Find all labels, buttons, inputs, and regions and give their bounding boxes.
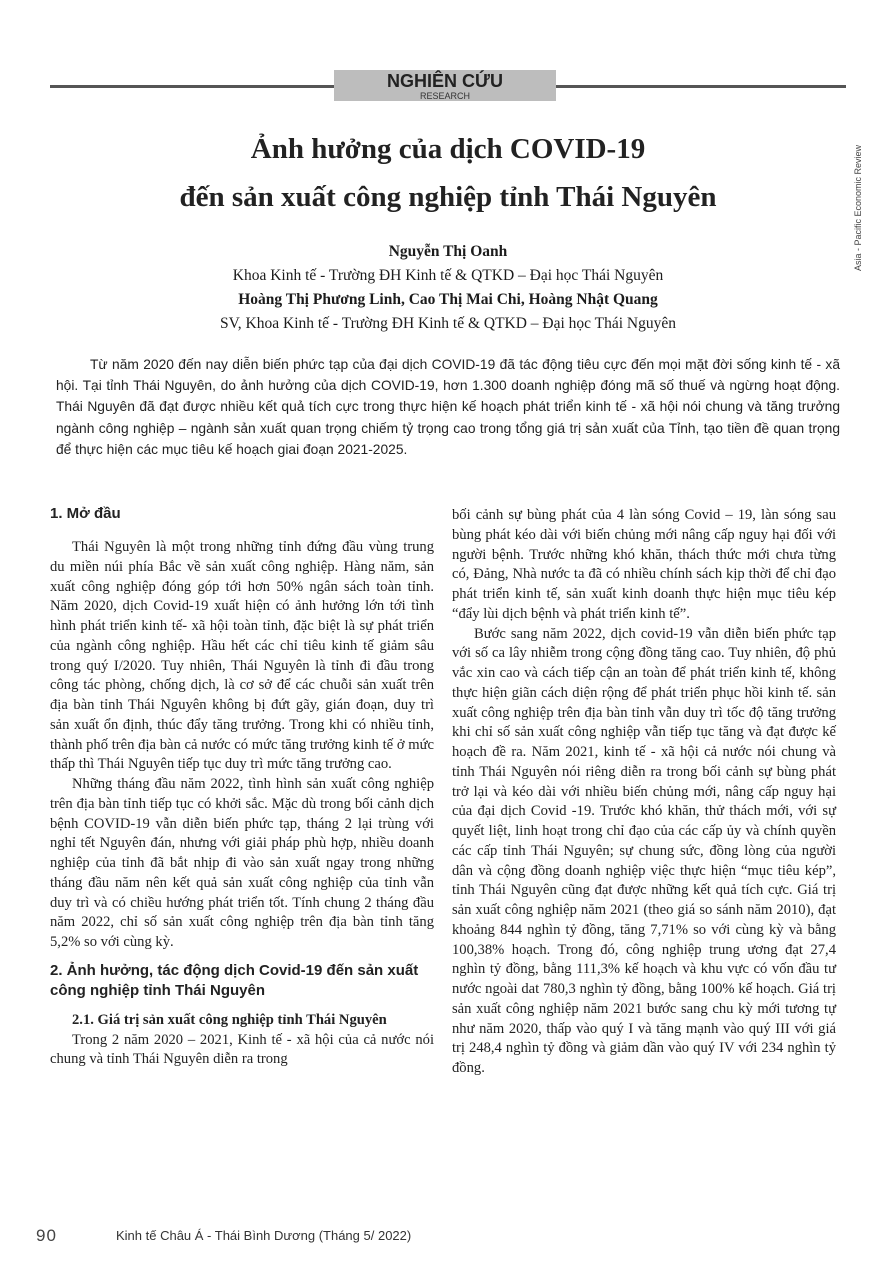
article-title-line2: đến sản xuất công nghiệp tỉnh Thái Nguyên	[179, 181, 717, 213]
side-journal-label	[847, 108, 869, 308]
affiliation-primary: Khoa Kinh tế - Trường ĐH Kinh tế & QTKD – Đại học Thái Nguyên	[232, 267, 664, 284]
journal-name: Kinh tế Châu Á - Thái Bình Dương (Tháng 5/ 2022)	[116, 1228, 412, 1243]
section-subtitle: RESEARCH	[419, 91, 470, 101]
abstract: Từ năm 2020 đến nay diễn biến phức tạp của đại dịch COVID-19 đã tác động tiêu cực đến mọi mặt đời sống kinh tế - xã hội. Tại tỉnh Thái Nguyên, do ảnh hưởng của dịch COVID-19, hơn 1.300 doanh nghiệp đóng mã số thuế và ngừng hoạt động. Thái Nguyên đã đạt được nhiều kết quả tích cực trong thực hiện kế hoạch phát triển kinh tế - xã hội nói chung và tăng trưởng ngành công nghiệp – ngành sản xuất quan trọng chiếm tỷ trọng cao trong tổng giá trị sản xuất của Tỉnh, tạo tiền đề quan trọng để thực hiện các mục tiêu kế hoạch giai đoạn 2021-2025.	[56, 357, 840, 457]
paragraph: Bước sang năm 2022, dịch covid-19 vẫn diễn biến phức tạp với số ca lây nhiễm trong cộng đồng tăng cao. Tuy nhiên, độ phủ vắc xin cao và cách tiếp cận an toàn để phát triển kinh tế, không thực hiện giãn cách diện rộng để phát triển phục hồi kinh tế. sản xuất công nghiệp trên địa bàn tỉnh vẫn duy trì tốc độ tăng trưởng khi chỉ số sản xuất công nghiệp vẫn tiếp tục tăng và đạt được kế hoạch đề ra. Năm 2021, kinh tế - xã hội cả nước nói chung và tỉnh Thái Nguyên nói riêng diễn ra trong bối cảnh sự bùng phát trở lại và kéo dài với nhiều biến chủng mới, nâng cấp nguy hại của đại dịch Covid -19. Trước khó khăn, thử thách mới, với sự quyết liệt, linh hoạt trong chỉ đạo của các cấp ủy và chính quyền các cấp tỉnh Thái Nguyên; sự chung sức, đồng lòng của người dân và cộng đồng doanh nghiệp việc thực hiện “mục tiêu kép”, tỉnh Thái Nguyên cũng đạt được những kết quả tích cực. Giá trị sản xuất công nghiệp năm 2021 (theo giá so sánh năm 2010), đạt khoảng 844 nghìn tỷ đồng, tăng 7,71% so với cùng kỳ và bằng 100,38% hoạch. Trong đó, công nghiệp trung ương đạt 27,4 nghìn tỷ đồng, bằng 111,3% kế hoạch và khu vực có vốn đầu tư nước ngoài dat 780,3 nghìn tỷ đồng, bằng 100% kế hoạch. Giá trị sản xuất công nghiệp năm 2021 bước sang chu kỳ mới tương tự như năm 2020, thấp vào quý I và tăng mạnh vào quý III với giá trị 248,4 nghìn tỷ đồng và giảm dần vào quý IV với 234 nghìn tỷ đồng.	[452, 625, 836, 1076]
heading-section-2-1: 2.1. Giá trị sản xuất công nghiệp tỉnh Thái Nguyên	[72, 1011, 387, 1028]
heading-section-2: 2. Ảnh hưởng, tác động dịch Covid-19 đến sản xuất công nghiệp tỉnh Thái Nguyên	[50, 961, 419, 999]
article-title-line1: Ảnh hưởng của dịch COVID-19	[250, 133, 646, 165]
page-number: 90	[36, 1226, 57, 1245]
paragraph: Những tháng đầu năm 2022, tình hình sản xuất công nghiệp trên địa bàn tỉnh tiếp tục có khởi sắc. Mặc dù trong bối cảnh dịch bệnh COVID-19 vẫn diễn biến phức tạp, tháng 2 lại trùng với nghỉ tết Nguyên đán, nhưng với giải pháp phù hợp, nhiều doanh nghiệp của tỉnh đã bắt nhịp đi vào sản xuất ngay trong những tháng đầu năm nên kết quả sản xuất công nghiệp của tỉnh vẫn duy trì và có chiều hướng phát triển tốt. Tính chung 2 tháng đầu năm 2022, chỉ số sản xuất công nghiệp trên địa bàn tỉnh tăng 5,2% so với cùng kỳ.	[50, 776, 434, 950]
affiliation-coauthors: SV, Khoa Kinh tế - Trường ĐH Kinh tế & QTKD – Đại học Thái Nguyên	[219, 315, 677, 332]
author-primary: Nguyễn Thị Oanh	[388, 243, 508, 260]
section-title: NGHIÊN CỨU	[387, 71, 503, 91]
side-journal-text: Asia - Pacific Economic Review	[853, 144, 864, 272]
author-block	[60, 240, 836, 336]
column-right	[452, 506, 836, 1079]
column-left	[50, 504, 434, 1070]
section-label	[334, 70, 556, 101]
paragraph: Trong 2 năm 2020 – 2021, Kinh tế - xã hội của cả nước nói chung và tỉnh Thái Nguyên diễn ra trong	[50, 1031, 434, 1068]
author-coauthors: Hoàng Thị Phương Linh, Cao Thị Mai Chi, Hoàng Nhật Quang	[238, 291, 658, 308]
paragraph: Thái Nguyên là một trong những tỉnh đứng đầu vùng trung du miền núi phía Bắc về sản xuất công nghiệp. Hàng năm, sản xuất công nghiệp đóng góp tới hơn 50% ngân sách toàn tỉnh. Năm 2020, dịch Covid-19 xuất hiện có ảnh hưởng lớn tới tình hình phát triển kinh tế- xã hội toàn tỉnh, đặc biệt là sự phát triển của ngành công nghiệp. Hầu hết các chỉ tiêu kinh tế giảm sâu trong quý I/2020. Tuy nhiên, Thái Nguyên là tỉnh đi đầu trong công tác phòng, chống dịch, là cơ sở để các chuỗi sản xuất trên địa bàn tỉnh Thái Nguyên không bị đứt gãy, gián đoạn, duy trì sản xuất ổn định, thúc đẩy tăng trưởng. Trong khi có nhiều tỉnh, thành phố trên địa bàn cả nước có mức tăng trưởng kinh tế ở mức thấp thì Thái Nguyên tiếp tục duy trì mức tăng trưởng cao.	[50, 539, 434, 773]
paragraph: bối cảnh sự bùng phát của 4 làn sóng Covid – 19, làn sóng sau bùng phát kéo dài với biến chủng mới nâng cấp nguy hại đối với người bệnh. Trước những khó khăn, thách thức mới chưa từng có, Đảng, Nhà nước ta đã có nhiều chính sách kịp thời để chỉ đạo phát triển kinh tế, sản xuất kinh doanh thực hiện mục tiêu kép “đẩy lùi dịch bệnh và phát triển kinh tế”.	[452, 507, 836, 622]
heading-introduction: 1. Mở đầu	[50, 505, 121, 522]
